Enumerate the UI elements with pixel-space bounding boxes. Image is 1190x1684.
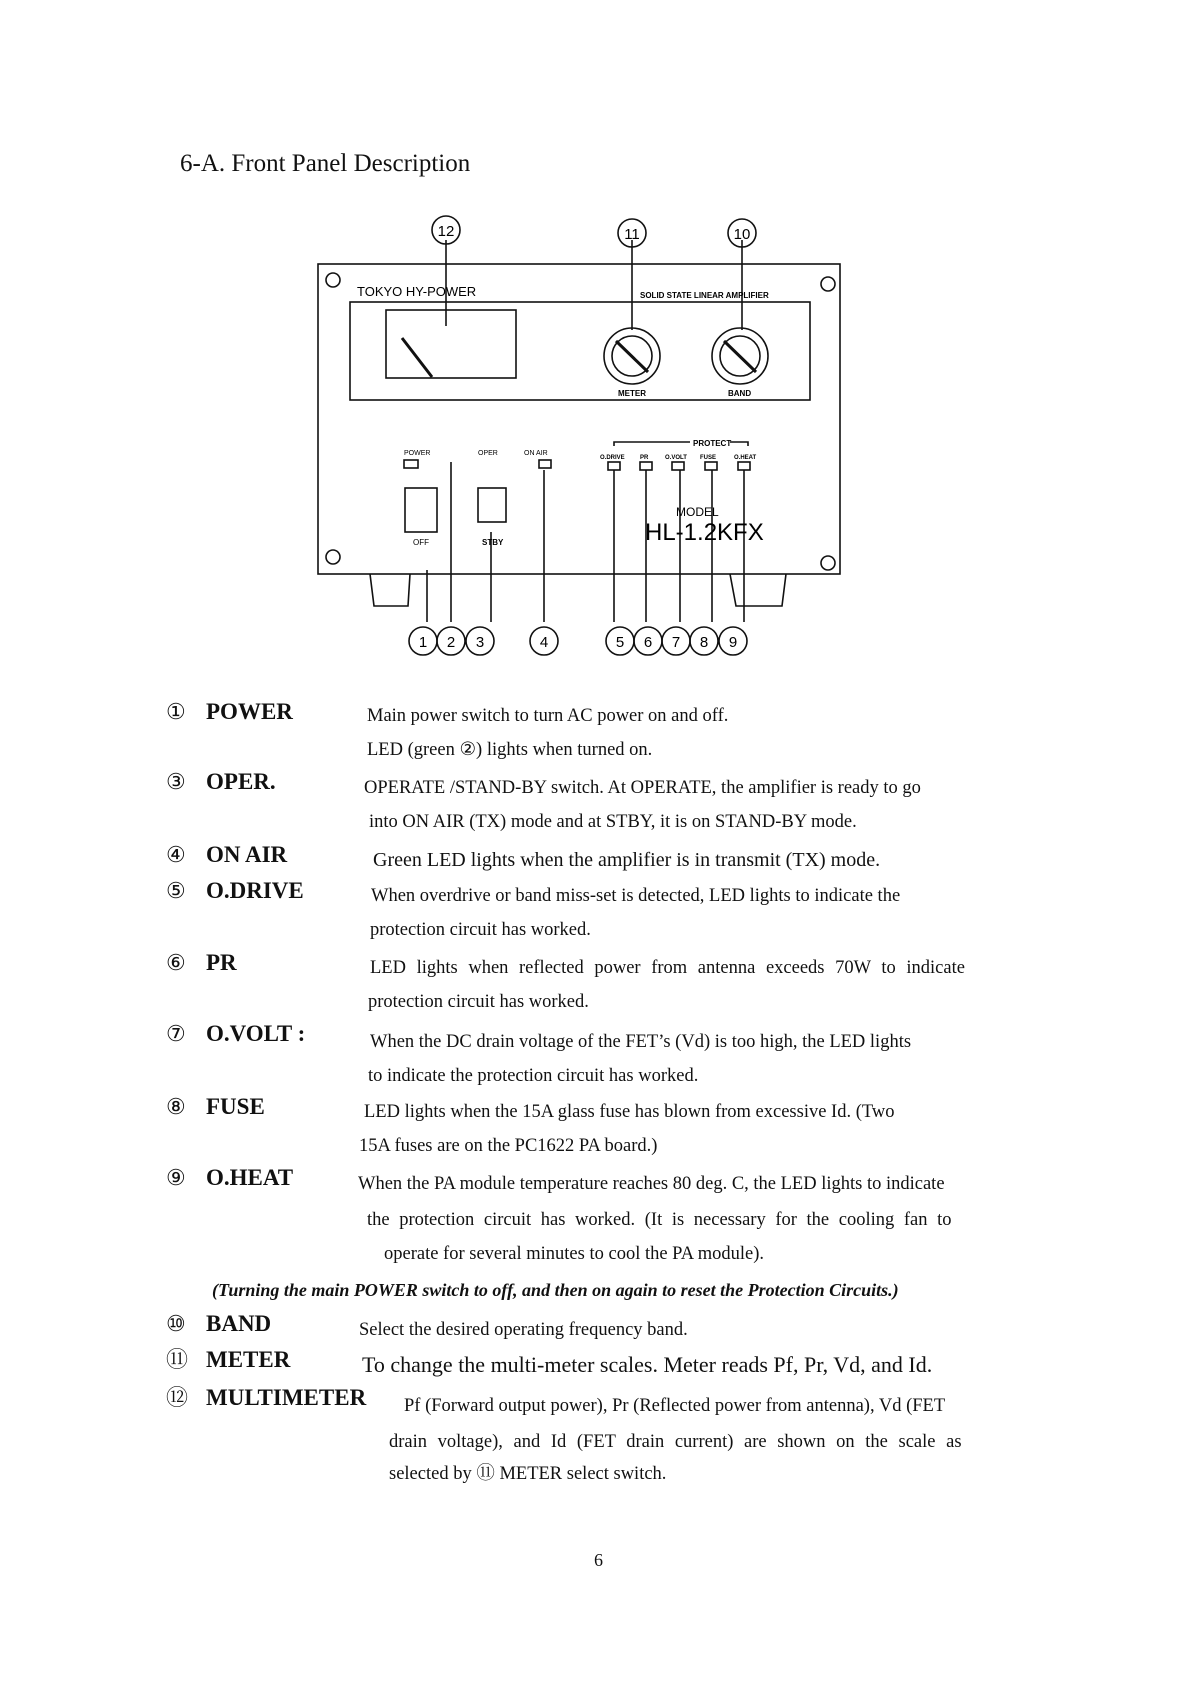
- item-desc-line: Pf (Forward output power), Pr (Reflected power from antenna), Vd (FET: [404, 1396, 946, 1416]
- item-desc-line: LED lights when reflected power from antenna exceeds 70W to indicate: [370, 958, 965, 978]
- callout-3: 3: [475, 634, 485, 651]
- callout-10: 10: [733, 226, 751, 243]
- item-number: ①: [166, 699, 186, 724]
- item-key: BAND: [206, 1311, 272, 1336]
- item-key: PR: [206, 950, 237, 975]
- protect-label: PROTECT: [693, 439, 732, 448]
- item-number: ⑥: [166, 950, 186, 975]
- panel-product-desc: SOLID STATE LINEAR AMPLIFIER: [640, 291, 769, 300]
- callout-8: 8: [699, 634, 709, 651]
- item-number: ⑩: [166, 1311, 186, 1336]
- item-desc-line: to indicate the protection circuit has worked.: [368, 1066, 699, 1086]
- front-panel-diagram: [0, 0, 1190, 700]
- item-desc-line: operate for several minutes to cool the PA module).: [384, 1244, 765, 1264]
- pr-label: PR: [640, 455, 649, 461]
- item-desc-line: into ON AIR (TX) mode and at STBY, it is on STAND-BY mode.: [369, 812, 857, 832]
- item-desc-line: the protection circuit has worked. (It is necessary for the cooling fan to: [367, 1210, 952, 1230]
- item-number: ⑤: [166, 878, 186, 903]
- item-number: ⑦: [166, 1021, 186, 1046]
- item-desc-line: selected by ⑪ METER select switch.: [389, 1464, 667, 1484]
- item-desc-line: Green LED lights when the amplifier is in transmit (TX) mode.: [373, 849, 881, 871]
- item-key: O.HEAT: [206, 1165, 294, 1190]
- callout-12: 12: [437, 223, 455, 240]
- item-key: O.DRIVE: [206, 878, 304, 903]
- item-key: POWER: [206, 699, 293, 724]
- callout-9: 9: [728, 634, 738, 651]
- stby-label: STBY: [482, 538, 504, 547]
- item-desc-line: LED lights when the 15A glass fuse has blown from excessive Id. (Two: [364, 1102, 895, 1122]
- callout-1: 1: [418, 634, 428, 651]
- item-desc-line: Main power switch to turn AC power on and off.: [367, 706, 729, 726]
- on-air-label: ON AIR: [524, 450, 548, 457]
- odrive-label: O.DRIVE: [600, 455, 625, 461]
- model-name: HL-1.2KFX: [645, 519, 764, 546]
- ovolt-label: O.VOLT: [665, 455, 687, 461]
- item-number: ⑧: [166, 1094, 186, 1119]
- item-key: FUSE: [206, 1094, 265, 1119]
- callout-2: 2: [446, 634, 456, 651]
- upper-frame: [350, 302, 810, 400]
- item-number: ③: [166, 769, 186, 794]
- band-knob: [712, 328, 768, 384]
- callout-5: 5: [615, 634, 625, 651]
- model-label: MODEL: [676, 505, 719, 519]
- item-key: ON AIR: [206, 842, 288, 867]
- item-number: ⑪: [166, 1347, 189, 1372]
- callout-7: 7: [671, 634, 681, 651]
- item-key: O.VOLT :: [206, 1021, 306, 1046]
- item-key: OPER.: [206, 769, 276, 794]
- oper-switch: [478, 488, 506, 522]
- power-switch: [405, 488, 437, 532]
- item-desc-line: 15A fuses are on the PC1622 PA board.): [359, 1136, 658, 1156]
- callout-11: 11: [624, 226, 640, 243]
- item-desc-line: To change the multi-meter scales. Meter reads Pf, Pr, Vd, and Id.: [362, 1352, 933, 1377]
- item-desc-line: drain voltage), and Id (FET drain current) are shown on the scale as: [389, 1432, 962, 1452]
- power-led-label: POWER: [404, 450, 431, 457]
- reset-note: (Turning the main POWER switch to off, and then on again to reset the Protection Circuits.): [212, 1280, 899, 1300]
- item-number: ④: [166, 842, 186, 867]
- callout-6: 6: [643, 634, 653, 651]
- item-key: METER: [206, 1347, 291, 1372]
- item-desc-line: When the DC drain voltage of the FET’s (Vd) is too high, the LED lights: [370, 1032, 912, 1052]
- panel-brand: TOKYO HY-POWER: [357, 284, 477, 299]
- item-desc-line: OPERATE /STAND-BY switch. At OPERATE, the amplifier is ready to go: [364, 778, 921, 798]
- off-label: OFF: [413, 538, 429, 547]
- item-desc-line: protection circuit has worked.: [368, 992, 589, 1012]
- page-title: 6-A. Front Panel Description: [180, 150, 471, 177]
- item-desc-line: LED (green ②) lights when turned on.: [367, 740, 653, 760]
- item-number: ⑨: [166, 1165, 186, 1190]
- meter-label: METER: [618, 389, 646, 398]
- oper-label: OPER: [478, 450, 498, 457]
- item-desc-line: When the PA module temperature reaches 80 deg. C, the LED lights to indicate: [358, 1174, 945, 1194]
- fuse-label: FUSE: [700, 455, 717, 461]
- item-desc-line: When overdrive or band miss-set is detected, LED lights to indicate the: [371, 886, 901, 906]
- band-label: BAND: [728, 389, 752, 398]
- item-number: ⑫: [166, 1385, 189, 1410]
- callout-4: 4: [539, 634, 549, 651]
- page-number: 6: [594, 1550, 603, 1570]
- item-desc-line: Select the desired operating frequency band.: [359, 1320, 688, 1340]
- item-desc-line: protection circuit has worked.: [370, 920, 591, 940]
- item-key: MULTIMETER: [206, 1385, 367, 1410]
- oheat-label: O.HEAT: [734, 455, 757, 461]
- meter-knob: [604, 328, 660, 384]
